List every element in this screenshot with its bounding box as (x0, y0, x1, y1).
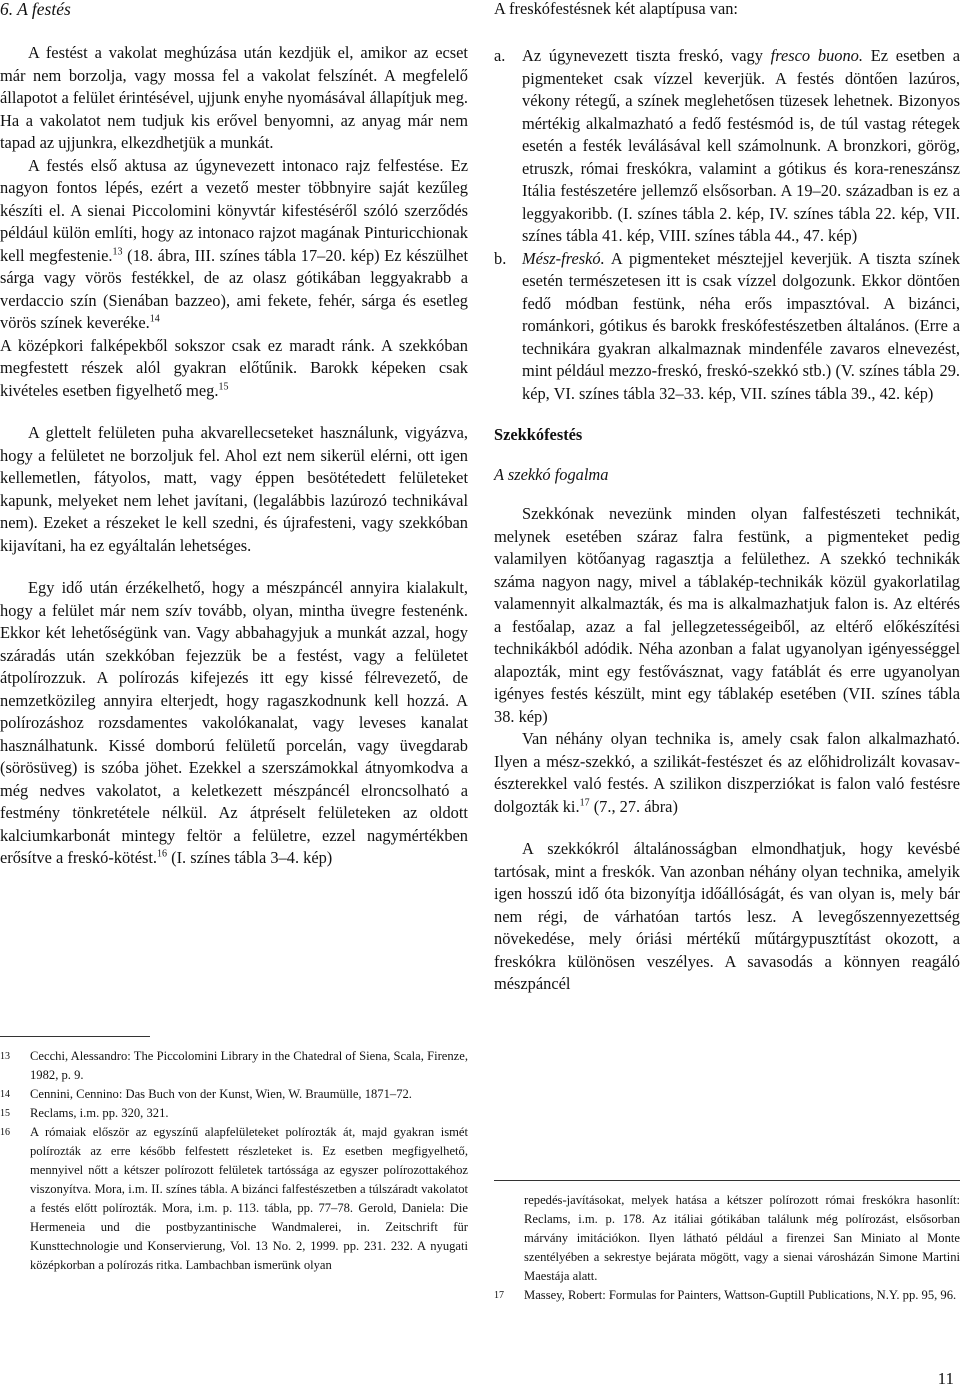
paragraph-3: A középkori falképekből sokszor csak ez maradt ránk. A szekkóban megfestett részek alól gyakran előtűnik. Barokk képeken csak kivételes esetben figyelhető meg.$^{15}$ (0, 335, 468, 400)
footnote-17: 17 Massey, Robert: Formulas for Painters, Wattson-Guptill Publications, N.Y. pp. 95, 96. (494, 1288, 957, 1302)
footnote-15: 15 Reclams, i.m. pp. 320, 321. (0, 1106, 169, 1120)
list-item-a: a. Az úgynevezett tiszta freskó, vagy fresco buono. Ez esetben a pigmenteket csak vízzel keverjük. A festés döntően lazúros, vékony rétegű, a színek meglehetősen tüzesek lehetnek. Bizonyos mértékig alkalmazható a fedő festésmód is, de túl vastag rétegek esetén a festék leválásával kell számolnunk. A bronzkori, görög, etruszk, római freskókra, valamint a gótikus és kora-reneszánsz Itália festészetére jellemző elsősorban. A 19–20. században is ez a leggyakoribb. (I. színes tábla 2. kép, IV. színes tábla 22. kép, VII. színes tábla 41. kép, VIII. színes tábla 44., 47. kép) (494, 46, 960, 245)
heading-szekko: Szekkófestés (494, 425, 583, 444)
footnote-16: 16 A rómaiak először az egyszínű alapfelületeket polírozták át, majd gyakran ismét polírozták az erre később felfestett részleteket is. Ez esetben megfigyelhető, mennyivel nőtt a kétszer polírozott felületek tartóssága az egyszer polírozottakéhoz viszonyítva. Mora, i.m. II. színes tábla. A bizánci falfestészetben a túlszáradt vakolatot a festés előtt polírozták. Mora, i.m. p. 113. tábla, pp. 77–78. Gerold, Daniela: Die Hermeneia und die postbyzantinische Wandmalerei, in. Zeitschrift für Kunsttechnologie und Konservierung, Vol. 13 No. 2, 1999. pp. 231. 232. A nyugati középkorban a polírozás ritka. Lambachban ismerünk olyan (0, 1125, 468, 1272)
paragraph-4: A glettelt felületen puha akvarellecseteket használunk, vigyázva, hogy a felületet ne borzoljuk fel. Ahol ezt nem sikerül elérni, ott igen kellemetlen, fátyolos, matt, vagy éppen besötétedett felületeket kapunk, melyeket nem lehet javítani, (legalábbis lazúrozó technikával nem). Ezeket a részeket le kell szedni, és újrafesteni, vagy szekkóban kijavítani, ha ez egyáltalán lehetséges. (0, 423, 468, 555)
footnote-ref-14: 14 (149, 313, 160, 325)
footnote-ref-15: 15 (218, 381, 229, 393)
paragraph-1: A festést a vakolat meghúzása után kezdjük el, amikor az ecset már nem borzolja, vagy mossa fel a vakolat felszínét. A megfelelő állapotot a felület érintésével, ujjunk enyhe nyomásával állapítjuk meg. Ha a vakolatot nem tudjuk kis erővel benyomni, az anyag már nem tapad az ujjunkra, elkezdhetjük a munkát. (0, 43, 468, 152)
left-footnotes (0, 1036, 468, 1275)
footnote-13: 13 Cecchi, Alessandro: The Piccolomini Library in the Chatedral of Siena, Scala, Firenze, 1982, p. 9. (0, 1049, 468, 1082)
right-footnotes (494, 1180, 960, 1305)
paragraph-5: Egy idő után érzékelhető, hogy a mészpáncél annyira kialakult, hogy a felület már nem szív tovább, olyan, mintha üvegre festenénk. Ekkor két lehetőségünk van. Vagy abbahagyjuk a munkát azzal, hogy száradás után szekkóban fejezzük be a festést, vagy a felületet átpolírozzuk. A polírozás kifejezés itt egy kissé félrevezető, de nemzetközileg annyira elterjedt, hogy ragaszkodnunk kell hozzá. A polírozáshoz rozsdamentes vakolókanalat, vagy leveses kanalat használhatunk. Kissé domború felületű porcelán, vagy üvegdarab (sörösüveg) is szóba jöhet. Ezekkel a szerszámokkal átnyomkodva a még nedves vakolatot, a keletkezett mészpáncél elroncsolható a festmény tönkretétele nélkül. Az átpréselt felületeken az oldott kalciumkarbonát mintegy feltör a felületre, ezzel nagymértékben erősítve a freskó-kötést.$^{16}$ (I. színes tábla 3–4. kép) (0, 578, 468, 867)
paragraph-2: A festés első aktusa az úgynevezett intonaco rajz felfestése. Ez nagyon fontos lépés, ezért a vezető mester többnyire saját kezűleg készíti el. A sienai Piccolomini könyvtár kifestéséről szóló szerződés például külön említi, hogy az intonaco rajzot magának Pinturicchionak kell megfestenie.$^{13}$ (18. ábra, III. színes tábla 17–20. kép) Ez készülhet sárga vagy vörös festékkel, de az olasz gótikában leggyakrabb a verdaccio szín (Sienában bazzeo), ami fekete, fehér, sárga és esetleg vörös színek keveréke.$^{14}$ (0, 155, 469, 332)
list-item-b: b. Mész-freskó. A pigmenteket mésztejjel keverjük. A tiszta színek esetén természetesen itt is csak vízzel dolgozunk. Ekkor döntően fedő módban festünk, néha erős impasztóval. A bizánci, románkori, gótikus és barokk freskófestészetben általános. (Erre a technikára gyakran alkalmaznak mindenféle zavaros elnevezést, mint például mezzo-freskó, freskó-szekkó stb.) (V. színes tábla 29. kép, VI. színes tábla 32–33. kép, VII. színes tábla 39., 42. kép) (494, 248, 960, 403)
paragraph-r2: Van néhány olyan technika is, amely csak falon alkalmazható. Ilyen a mész-szekkó, a szilikát-festészet és az előhidrolizált kovasav-észterekkel való festés. A szilikon diszperziókat is falon való festésre dolgozták ki.$^{17}$ (7., 27. ábra) (494, 729, 960, 816)
footnote-ref-17: 17 (579, 797, 590, 809)
page-number: 11 (937, 1369, 954, 1388)
footnote-16-continued: repedés-javításokat, melyek hatása a kétszer polírozott római freskókra hasonlít: Reclams, i.m. p. 178. Az itáliai gótikában találunk még polírozást, elsősorban márvány imitációkon. Ilyen látható például a firenzei San Miniato al Monte szentélyében a sekrestye bejárata mögött, vagy a sienai városházán Simone Martini Maestája alatt. (524, 1193, 960, 1283)
subheading-szekko-fogalma: A szekkó fogalma (494, 465, 609, 484)
footnote-ref-13: 13 (112, 246, 123, 258)
footnote-ref-16: 16 (157, 848, 168, 860)
footnote-14: 14 Cennini, Cennino: Das Buch von der Kunst, Wien, W. Braumülle, 1871–72. (0, 1087, 412, 1101)
paragraph-r1: Szekkónak nevezünk minden olyan falfestészeti technikát, melynek esetében száraz falra festünk, a pigmenteket pedig valamilyen kötőanyag ragasztja a felülethez. A szekkó technikák száma nagyon nagy, mivel a táblakép-technikák közül gyakorlatilag valamennyit alkalmazták, és ma is alkalmazhatjuk falon is. Az eltérés a festőalap, azaz a fal jellegzetességeiből, az eltérő előkészítési technikákból adódik. Néha azonban a falat ugyanolyan igényességgel alapozták, mint egy festővásznat, vagy fatáblát és erre ugyanolyan igényes festés készült, mint egy táblakép esetében (VII. színes tábla 38. kép) (494, 504, 960, 726)
section-title: 6. A festés (0, 0, 71, 19)
paragraph-r3: A szekkókról általánosságban elmondhatjuk, hogy kevésbé tartósak, mint a freskók. Van azonban néhány olyan technika, amelyik igen hosszú idő óta bizonyítja időállóságát, és van olyan is, mely bár nem régi, de várhatóan tartós lesz. A levegőszennyezettség növekedése, mely óriási mértékű műtárgypusztítást okozott, a freskókra különösen veszélyes. A savasodás a könnyen reagáló mészpáncél (494, 839, 960, 993)
intro-line: A freskófestésnek két alaptípusa van: (494, 0, 738, 18)
